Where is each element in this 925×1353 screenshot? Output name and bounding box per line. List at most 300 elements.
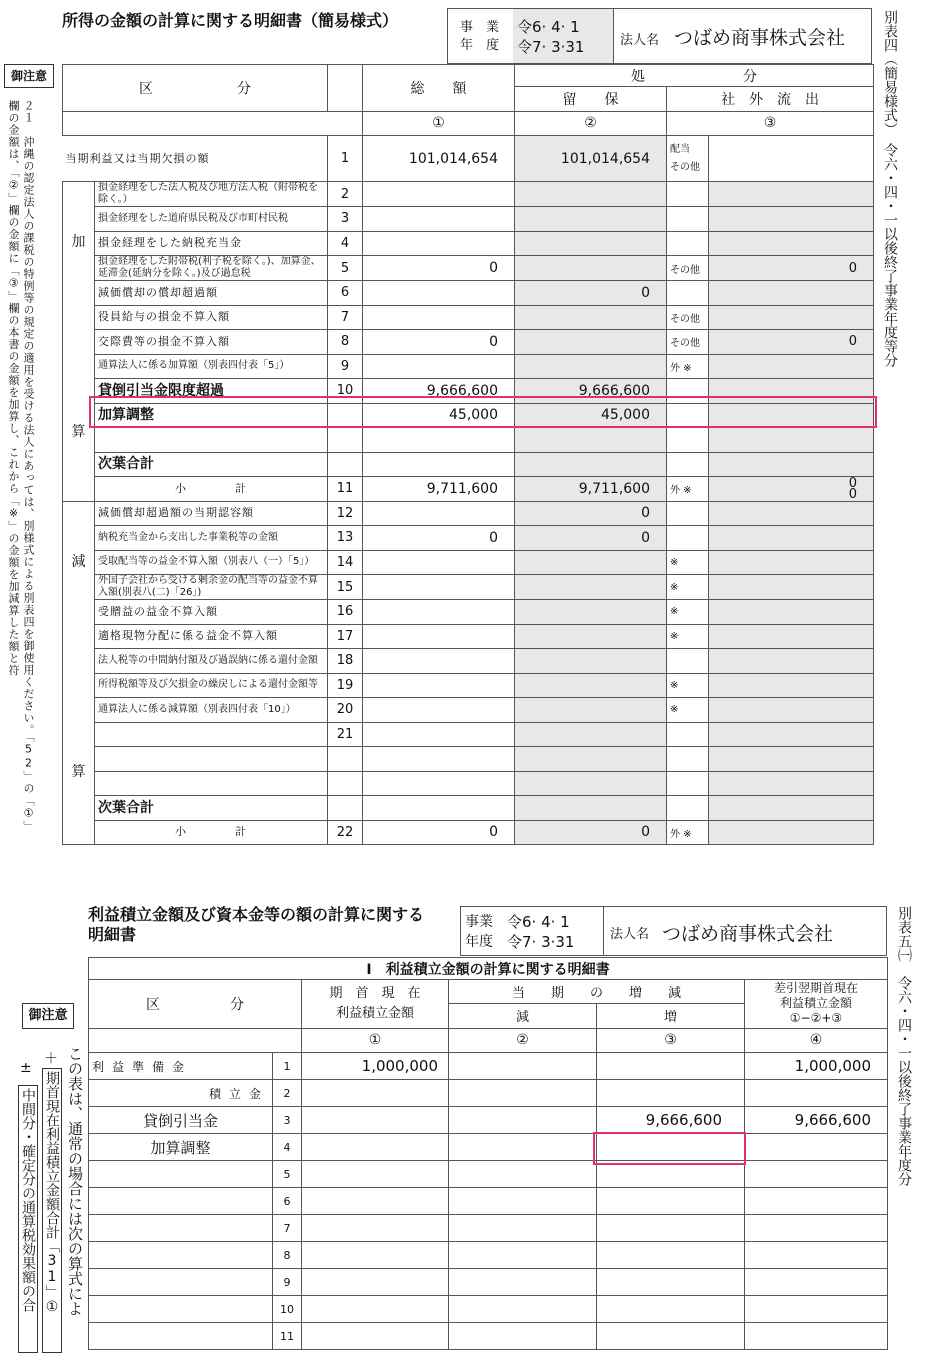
pm-sign: ± [20, 1060, 32, 1076]
zou-amount [597, 1188, 745, 1215]
row-number: 9 [273, 1269, 302, 1296]
row-label: 受贈益の益金不算入額 [95, 600, 328, 625]
sashihiki-amount [745, 1242, 888, 1269]
corp-name: つばめ商事株式会社 [674, 27, 846, 49]
fiscal-from-bottom: 令6· 4· 1 [507, 913, 570, 931]
row-number: 14 [328, 550, 363, 575]
retained-row [89, 1053, 888, 1080]
kishu-amount [302, 1161, 449, 1188]
row-label: 加算調整 [89, 1134, 273, 1161]
gen-amount [449, 1107, 597, 1134]
row-number: 12 [328, 501, 363, 526]
col1-marker-b: ① [302, 1028, 449, 1053]
ryuho-amount: 101,014,654 [515, 136, 667, 182]
shagai-amount [709, 428, 874, 453]
gen-amount [449, 1296, 597, 1323]
total-amount [363, 281, 515, 306]
sashihiki-amount: 1,000,000 [745, 1053, 888, 1080]
shagai-type: ※ [667, 575, 709, 600]
retained-row [89, 1134, 888, 1161]
total-amount [363, 747, 515, 772]
row-label: 小 計 [95, 477, 328, 502]
section-title: Ⅰ 利益積立金額の計算に関する明細書 [89, 958, 888, 980]
shagai-amount [709, 673, 874, 698]
row-number: 6 [273, 1188, 302, 1215]
caution-text-bottom: この表は、通常の場合には次の算式によ [66, 1046, 84, 1316]
ryuho-amount [515, 330, 667, 355]
ryuho-amount [515, 600, 667, 625]
row-label: 外国子会社から受ける剰余金の配当等の益金不算入額(別表八(二)「26」) [95, 575, 328, 600]
fiscal-year-box-bottom [460, 906, 887, 956]
row-number: 4 [328, 231, 363, 256]
fiscal-year-box-top [447, 8, 872, 64]
ryuho-amount [515, 256, 667, 281]
total-amount [363, 796, 515, 821]
corp-name-bottom: つばめ商事株式会社 [662, 923, 834, 945]
row-number: 7 [273, 1215, 302, 1242]
form-beppyo5-title: 利益積立金額及び資本金等の額の計算に関する明細書 [88, 905, 425, 944]
shagai-type [667, 747, 709, 772]
header-shagai: 社 外 流 出 [667, 87, 874, 112]
income-row [63, 136, 874, 182]
shagai-type [667, 771, 709, 796]
header-kishu: 期 首 現 在 利益積立金額 [302, 980, 449, 1029]
row-number: 3 [328, 207, 363, 232]
retained-row [89, 1107, 888, 1134]
ryuho-amount [515, 182, 667, 207]
row-label: 所得税額等及び欠損金の繰戻しによる還付金額等 [95, 673, 328, 698]
income-row [63, 354, 874, 379]
label-haitou: 配当 [670, 143, 690, 155]
row-label [89, 1215, 273, 1242]
total-amount [363, 501, 515, 526]
row-label: 法人税等の中間納付額及び過誤納に係る還付金額 [95, 649, 328, 674]
row-number: 18 [328, 649, 363, 674]
kishu-amount: 1,000,000 [302, 1053, 449, 1080]
retained-row [89, 1296, 888, 1323]
row-number [328, 796, 363, 821]
row-number: 15 [328, 575, 363, 600]
ryuho-amount: 0 [515, 820, 667, 845]
sashihiki-amount [745, 1269, 888, 1296]
kishu-amount [302, 1080, 449, 1107]
sashihiki-amount [745, 1215, 888, 1242]
header-zou: 増 [597, 1004, 745, 1029]
shagai-amount [709, 231, 874, 256]
fiscal-from: 令6· 4· 1 [517, 18, 580, 36]
shagai-type [667, 182, 709, 207]
shagai-amount [709, 722, 874, 747]
retained-row [89, 1215, 888, 1242]
row-number: 11 [273, 1323, 302, 1350]
income-row [63, 624, 874, 649]
row-label: 損金経理をした附帯税(利子税を除く。)、加算金、延滞金(延納分を除く。)及び過怠税 [95, 256, 328, 281]
ryuho-amount [515, 452, 667, 477]
shagai-type: ※ [667, 550, 709, 575]
total-amount [363, 231, 515, 256]
shagai-type: 外 ※ [667, 477, 709, 502]
retained-row [89, 1242, 888, 1269]
shagai-type: ※ [667, 624, 709, 649]
row-label: 利益準備金 [89, 1053, 273, 1080]
fiscal-label: 事 業 年 度 [460, 20, 500, 53]
shagai-type [667, 207, 709, 232]
kishu-amount [302, 1323, 449, 1350]
row-label: 納税充当金から支出した事業税等の金額 [95, 526, 328, 551]
side-san: 算 [71, 424, 86, 440]
total-amount [363, 550, 515, 575]
header-gen: 減 [449, 1004, 597, 1029]
income-row [63, 649, 874, 674]
shagai-amount: 0 [709, 256, 874, 281]
row-label [89, 1188, 273, 1215]
row-label: 通算法人に係る減算額（別表四付表「10」） [95, 698, 328, 723]
shagai-type [667, 501, 709, 526]
kishu-amount [302, 1296, 449, 1323]
row-number: 5 [273, 1161, 302, 1188]
ryuho-amount [515, 428, 667, 453]
side-san2: 算 [71, 763, 86, 780]
row-label: 損金経理をした道府県民税及び市町村民税 [95, 207, 328, 232]
shagai-amount [709, 575, 874, 600]
header-ryuho: 留 保 [515, 87, 667, 112]
side-title-bottom: 別表五㈠ 令六・四・一以後終了事業年度分 [896, 906, 912, 1186]
ryuho-amount: 45,000 [515, 403, 667, 428]
income-row [63, 477, 874, 502]
row-label: 減価償却の償却超過額 [95, 281, 328, 306]
shagai-amount [709, 820, 874, 845]
caution-box2: 中間分・確定分の通算税効果額の合 [18, 1085, 38, 1353]
row-number: 10 [328, 379, 363, 404]
shagai-type [667, 796, 709, 821]
gen-amount [449, 1188, 597, 1215]
row-label: 交際費等の損金不算入額 [95, 330, 328, 355]
shagai-type: ※ [667, 600, 709, 625]
ryuho-amount [515, 207, 667, 232]
zou-amount [597, 1296, 745, 1323]
total-amount: 0 [363, 330, 515, 355]
row-label: 役員給与の損金不算入額 [95, 305, 328, 330]
ryuho-amount [515, 231, 667, 256]
ryuho-amount: 0 [515, 526, 667, 551]
ryuho-amount [515, 624, 667, 649]
retained-row [89, 1188, 888, 1215]
income-row [63, 305, 874, 330]
income-row [63, 182, 874, 207]
gen-amount [449, 1161, 597, 1188]
ryuho-amount [515, 305, 667, 330]
total-amount [363, 600, 515, 625]
income-table [62, 64, 874, 845]
total-amount [363, 452, 515, 477]
ryuho-amount [515, 771, 667, 796]
shagai-type [667, 281, 709, 306]
row-number [328, 747, 363, 772]
gen-amount [449, 1323, 597, 1350]
total-amount [363, 673, 515, 698]
ryuho-amount [515, 575, 667, 600]
header-kubun-b: 区 分 [89, 980, 302, 1029]
shagai-amount [709, 771, 874, 796]
shagai-type [667, 452, 709, 477]
kishu-amount [302, 1242, 449, 1269]
row-label: 当期利益又は当期欠損の額 [63, 136, 328, 182]
total-amount: 0 [363, 820, 515, 845]
row-label [95, 722, 328, 747]
income-row [63, 550, 874, 575]
row-label: 損金経理をした法人税及び地方法人税（附帯税を除く。） [95, 182, 328, 207]
income-row [63, 231, 874, 256]
row-label: 加算調整 [95, 403, 328, 428]
row-label: 受取配当等の益金不算入額（別表八（一）「5」） [95, 550, 328, 575]
shagai-amount [709, 305, 874, 330]
header-touki: 当 期 の 増 減 [449, 980, 745, 1004]
row-label: 適格現物分配に係る益金不算入額 [95, 624, 328, 649]
row-label [89, 1323, 273, 1350]
shagai-type: その他 [667, 330, 709, 355]
row-number: 9 [328, 354, 363, 379]
zou-amount [597, 1080, 745, 1107]
row-label: 減価償却超過額の当期認容額 [95, 501, 328, 526]
shagai-amount [709, 747, 874, 772]
zou-amount [597, 1269, 745, 1296]
row-label [89, 1296, 273, 1323]
fiscal-to-bottom: 令7· 3·31 [507, 933, 575, 951]
row-number: 17 [328, 624, 363, 649]
shagai-amount [709, 600, 874, 625]
shagai-amount [709, 624, 874, 649]
ryuho-amount: 0 [515, 501, 667, 526]
shagai-amount [709, 281, 874, 306]
shagai-amount [709, 354, 874, 379]
shagai-amount [709, 698, 874, 723]
form-beppyo4-title: 所得の金額の計算に関する明細書（簡易様式） [62, 11, 399, 30]
col3-marker-b: ③ [597, 1028, 745, 1053]
ryuho-amount [515, 722, 667, 747]
income-row [63, 256, 874, 281]
total-amount [363, 354, 515, 379]
zou-amount [597, 1215, 745, 1242]
ryuho-amount: 9,666,600 [515, 379, 667, 404]
total-amount [363, 207, 515, 232]
side-gen: 減 [71, 553, 86, 570]
gen-amount [449, 1242, 597, 1269]
header-total: 総 額 [363, 65, 515, 112]
total-amount [363, 624, 515, 649]
shagai-amount [709, 649, 874, 674]
kishu-amount [302, 1215, 449, 1242]
shagai-amount [709, 452, 874, 477]
row-label [89, 1242, 273, 1269]
sashihiki-amount [745, 1296, 888, 1323]
shagai-type: 外 ※ [667, 354, 709, 379]
row-label: 損金経理をした納税充当金 [95, 231, 328, 256]
shagai-amount [709, 136, 874, 182]
sashihiki-amount [745, 1161, 888, 1188]
col1-marker: ① [363, 111, 515, 136]
col2-marker: ② [515, 111, 667, 136]
row-number [328, 771, 363, 796]
row-number: 8 [328, 330, 363, 355]
income-row [63, 575, 874, 600]
income-row [63, 747, 874, 772]
header-sashihiki: 差引翌期首現在 利益積立金額 ①−②+③ [745, 980, 888, 1029]
row-label: 次葉合計 [95, 796, 328, 821]
ryuho-amount [515, 649, 667, 674]
row-number: 1 [328, 136, 363, 182]
header-kubun: 区 分 [63, 65, 328, 112]
shagai-amount [709, 550, 874, 575]
row-number: 16 [328, 600, 363, 625]
income-row [63, 722, 874, 747]
shagai-amount [709, 207, 874, 232]
total-amount: 0 [363, 256, 515, 281]
income-row [63, 501, 874, 526]
gen-amount [449, 1053, 597, 1080]
row-number: 7 [328, 305, 363, 330]
income-row [63, 673, 874, 698]
ryuho-amount [515, 796, 667, 821]
row-label [95, 747, 328, 772]
retained-row [89, 1269, 888, 1296]
shagai-type: その他 [667, 305, 709, 330]
corp-label: 法人名 [613, 9, 668, 63]
retained-earnings-table [88, 957, 888, 1350]
row-number: 6 [328, 281, 363, 306]
gen-amount [449, 1134, 597, 1161]
total-amount: 0 [363, 526, 515, 551]
sashihiki-amount [745, 1323, 888, 1350]
zou-amount [597, 1053, 745, 1080]
income-row [63, 281, 874, 306]
shagai-type [667, 649, 709, 674]
total-amount: 9,666,600 [363, 379, 515, 404]
income-row [63, 771, 874, 796]
sashihiki-amount: 9,666,600 [745, 1107, 888, 1134]
income-row [63, 526, 874, 551]
row-label [95, 428, 328, 453]
ryuho-amount [515, 747, 667, 772]
sashihiki-amount [745, 1188, 888, 1215]
shagai-type: その他 [667, 256, 709, 281]
total-amount [363, 649, 515, 674]
ryuho-amount: 9,711,600 [515, 477, 667, 502]
row-number: 22 [328, 820, 363, 845]
plus-sign: ＋ [44, 1051, 58, 1067]
shagai-amount: 0 0 [709, 477, 874, 502]
gen-amount [449, 1269, 597, 1296]
caution-badge-bottom: 御注意 [22, 1003, 74, 1029]
zou-amount [597, 1242, 745, 1269]
row-label: 小 計 [95, 820, 328, 845]
row-label [89, 1269, 273, 1296]
ryuho-amount [515, 673, 667, 698]
income-row [63, 330, 874, 355]
total-amount [363, 305, 515, 330]
kishu-amount [302, 1107, 449, 1134]
row-number: 10 [273, 1296, 302, 1323]
row-label: 次葉合計 [95, 452, 328, 477]
zou-amount [597, 1323, 745, 1350]
row-number: 1 [273, 1053, 302, 1080]
fiscal-label-bottom: 事業 年度 [465, 914, 493, 950]
total-amount [363, 428, 515, 453]
row-number: 21 [328, 722, 363, 747]
row-number [328, 428, 363, 453]
sashihiki-amount [745, 1080, 888, 1107]
row-number: 3 [273, 1107, 302, 1134]
shagai-amount: 0 [709, 330, 874, 355]
row-number: 19 [328, 673, 363, 698]
total-amount [363, 771, 515, 796]
income-row [63, 820, 874, 845]
kishu-amount [302, 1269, 449, 1296]
row-label: 貸倒引当金 [89, 1107, 273, 1134]
gen-amount [449, 1080, 597, 1107]
kishu-amount [302, 1188, 449, 1215]
ryuho-amount [515, 550, 667, 575]
shagai-type: ※ [667, 698, 709, 723]
income-row [63, 600, 874, 625]
shagai-type [667, 722, 709, 747]
total-amount: 45,000 [363, 403, 515, 428]
shagai-type: 外 ※ [667, 820, 709, 845]
row-number: 4 [273, 1134, 302, 1161]
gen-amount [449, 1215, 597, 1242]
side-title-top: 別表四（簡易様式） 令六・四・一以後終了事業年度等分 [882, 10, 898, 367]
row-label: 積立金 [89, 1080, 273, 1107]
total-amount [363, 575, 515, 600]
income-row [63, 698, 874, 723]
shagai-type [667, 428, 709, 453]
sashihiki-amount [745, 1134, 888, 1161]
row-number [328, 452, 363, 477]
row-number: 8 [273, 1242, 302, 1269]
total-amount: 9,711,600 [363, 477, 515, 502]
total-amount [363, 698, 515, 723]
ryuho-amount: 0 [515, 281, 667, 306]
shagai-amount [709, 501, 874, 526]
income-row [63, 796, 874, 821]
shagai-amount [709, 182, 874, 207]
kishu-amount [302, 1134, 449, 1161]
shagai-type [667, 231, 709, 256]
retained-row [89, 1161, 888, 1188]
corp-label-bottom: 法人名 [603, 907, 658, 955]
col4-marker-b: ④ [745, 1028, 888, 1053]
shagai-amount [709, 796, 874, 821]
ryuho-amount [515, 698, 667, 723]
income-row [63, 428, 874, 453]
row-label: 貸倒引当金限度超過 [95, 379, 328, 404]
ryuho-amount [515, 354, 667, 379]
highlight-kasan-chosei-top [89, 396, 877, 428]
shagai-type [667, 526, 709, 551]
highlight-kasan-chosei-bottom [593, 1132, 746, 1165]
income-row [63, 207, 874, 232]
row-label: 通算法人に係る加算額（別表四付表「5」） [95, 354, 328, 379]
total-amount [363, 182, 515, 207]
income-row [63, 452, 874, 477]
shagai-type: ※ [667, 673, 709, 698]
side-ka: 加 [71, 234, 86, 250]
shagai-amount [709, 526, 874, 551]
caution-box1: 期首現在利益積立金額合計「31」① [42, 1068, 62, 1353]
row-number: 20 [328, 698, 363, 723]
label-sonota: その他 [670, 161, 700, 173]
row-number: 13 [328, 526, 363, 551]
caution-badge-top: 御注意 [4, 64, 54, 88]
